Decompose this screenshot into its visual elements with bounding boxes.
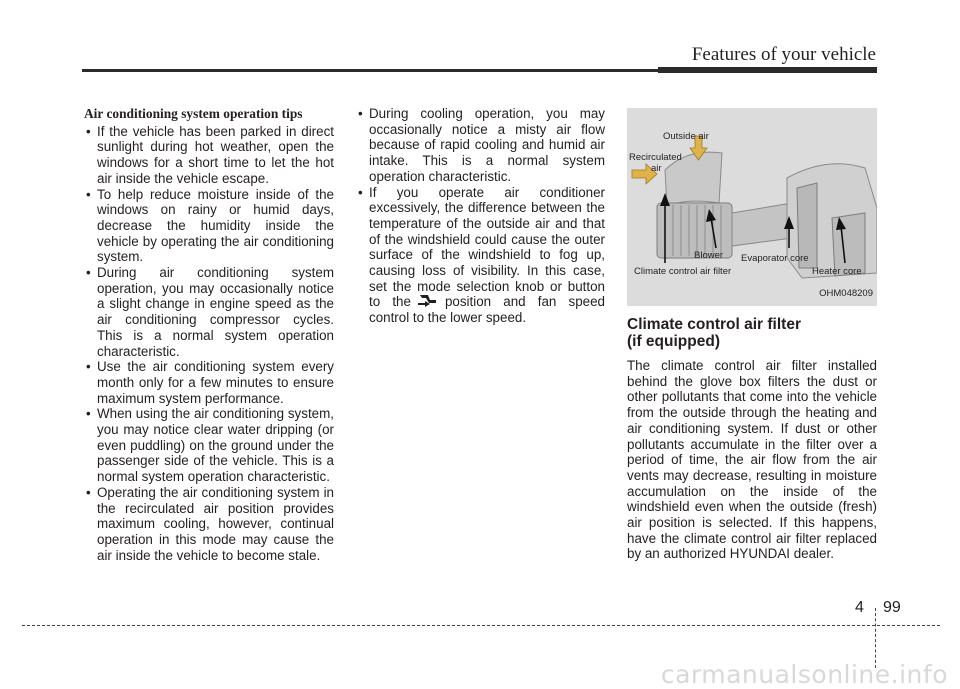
tip-item: • To help reduce moisture inside of the windows on rainy or humid days, decrease the humidity inside the vehicle by operating the air conditioning system. bbox=[84, 187, 334, 266]
middle-column bbox=[356, 106, 605, 326]
tips-list-left bbox=[84, 124, 334, 564]
left-column bbox=[84, 106, 334, 563]
page-number: 99 bbox=[883, 599, 901, 616]
section-title-line2: (if equipped) bbox=[627, 333, 720, 350]
tip-item: • During cooling operation, you may occasionally notice a misty air flow because of rapid cooling and humid air intake. This is a normal system operation characteristic. bbox=[356, 106, 605, 185]
page-header-title: Features of your vehicle bbox=[691, 44, 876, 65]
header-rule bbox=[82, 69, 658, 72]
blower-label: Blower bbox=[694, 250, 724, 261]
tip-item-with-icon bbox=[356, 185, 605, 326]
tip-item: • If the vehicle has been parked in direct sunlight during hot weather, open the windows for a short time to let the hot air inside the vehicle escape. bbox=[84, 124, 334, 187]
tip-item: • Operating the air conditioning system in the recirculated air position provides maximum cooling, however, continual operation in this mode may cause the air inside the vehicle to become stale. bbox=[84, 485, 334, 564]
hvac-diagram-figure bbox=[627, 108, 877, 306]
heater-core-label: Heater core bbox=[812, 266, 862, 277]
evaporator-core-label: Evaporator core bbox=[741, 253, 809, 264]
section-title-line1: Climate control air filter bbox=[627, 316, 801, 333]
outside-air-label: Outside air bbox=[663, 131, 709, 142]
footer-page-divider bbox=[875, 608, 876, 668]
recirculated-air-label-line2: air bbox=[651, 163, 662, 174]
tip-item: • Use the air conditioning system every month only for a few minutes to ensure maximum system performance. bbox=[84, 359, 334, 406]
right-column bbox=[627, 106, 877, 562]
footer-rule bbox=[22, 625, 940, 626]
chapter-number: 4 bbox=[855, 599, 864, 616]
floor-mode-icon bbox=[416, 294, 440, 308]
recirculated-air-label: Recirculated bbox=[629, 152, 682, 163]
figure-code: OHM048209 bbox=[819, 288, 873, 300]
watermark: carmanualsonline.info bbox=[660, 660, 948, 689]
header-rule-accent bbox=[658, 67, 877, 73]
section-title bbox=[627, 316, 877, 350]
tip-item: • When using the air conditioning system, you may notice clear water dripping (or even puddling) on the ground under the passenger side of the vehicle. This is a normal system operation characteristic. bbox=[84, 406, 334, 485]
tip-text-before-icon: If you operate air conditioner excessively, the difference between the temperature of the outside air and that of the windshield could cause the outer surface of the windshield to fog up, causing loss of visibility. In this case, set the mode selection knob or button to the bbox=[369, 184, 605, 310]
tips-list-middle bbox=[356, 106, 605, 326]
section-body: The climate control air filter installed behind the glove box filters the dust or other pollutants that come into the vehicle from the outside through the heating and air conditioning system. If dust or other pollutants accumulate in the filter over a period of time, the air flow from the air vents may decrease, resulting in moisture accumulation on the inside of the windshield even when the outside (fresh) air position is selected. If this happens, have the climate control air filter replaced by an authorized HYUNDAI dealer. bbox=[627, 358, 877, 562]
climate-control-air-filter-label: Climate control air filter bbox=[634, 266, 732, 277]
tip-item: • During air conditioning system operation, you may occasionally notice a slight change in engine speed as the air conditioning compressor cycles. This is a normal system operation characteristic. bbox=[84, 265, 334, 359]
tip-text-after-icon: position and fan speed control to the lower speed. bbox=[369, 294, 605, 326]
tips-subheading: Air conditioning system operation tips bbox=[84, 106, 303, 121]
